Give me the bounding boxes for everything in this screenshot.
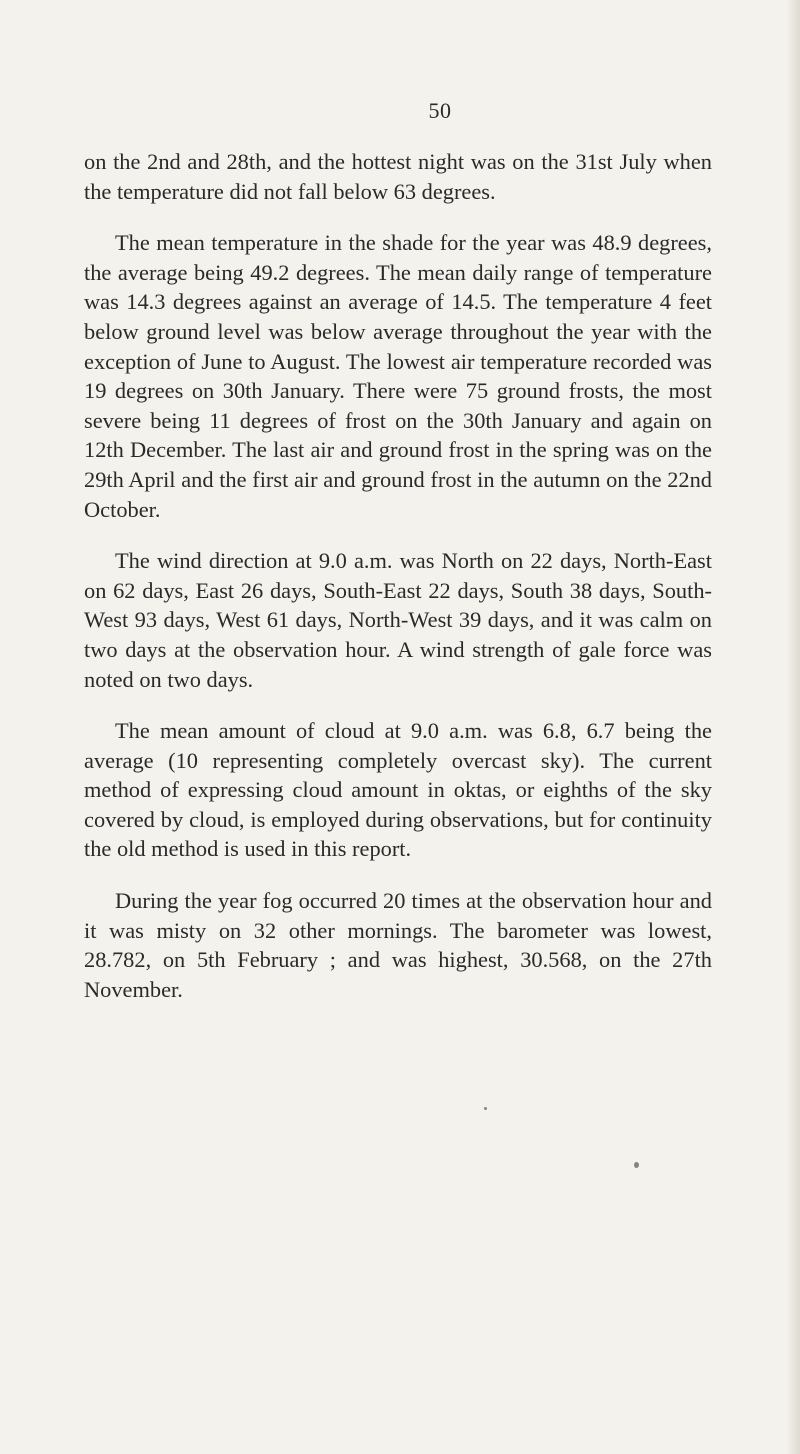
paragraph-temperature: The mean temperature in the shade for the year was 48.9 degrees, the average being 49.2 degrees. The mean daily range of temperature was 14.3 degrees against an average of 14.5. The temperature 4 feet below ground level was below average throughout the year with the exception of June to August. The lowest air temperature recorded was 19 degrees on 30th January. There were 75 ground frosts, the most severe being 11 degrees of frost on the 30th January and again on 12th December. The last air and ground frost in the spring was on the 29th April and the first air and ground frost in the autumn on the 22nd October. — [84, 230, 712, 522]
paragraph-fog-barometer: During the year fog occurred 20 times at the observation hour and it was misty on 32 other mornings. The barometer was lowest, 28.782, on 5th February ; and was highest, 30.568, on the 27th November. — [84, 888, 712, 1002]
paragraph-continuation: on the 2nd and 28th, and the hottest night was on the 31st July when the temperature did not fall below 63 degrees. — [84, 149, 712, 204]
paragraph-wind: The wind direction at 9.0 a.m. was North on 22 days, North-East on 62 days, East 26 days, South-East 22 days, South 38 days, South-West 93 days, West 61 days, North-West 39 days, and it was calm on two days at the observation hour. A wind strength of gale force was noted on two days. — [84, 548, 712, 692]
page-edge-shadow — [786, 0, 800, 1454]
page-number: 50 — [428, 98, 452, 123]
body-text — [84, 147, 712, 1026]
paragraph-cloud: The mean amount of cloud at 9.0 a.m. was 6.8, 6.7 being the average (10 representing completely overcast sky). The current method of expressing cloud amount in oktas, or eighths of the sky covered by cloud, is employed during observations, but for continuity the old method is used in this report. — [84, 718, 712, 862]
paper-speck — [484, 1107, 487, 1110]
paper-speck — [634, 1162, 639, 1168]
